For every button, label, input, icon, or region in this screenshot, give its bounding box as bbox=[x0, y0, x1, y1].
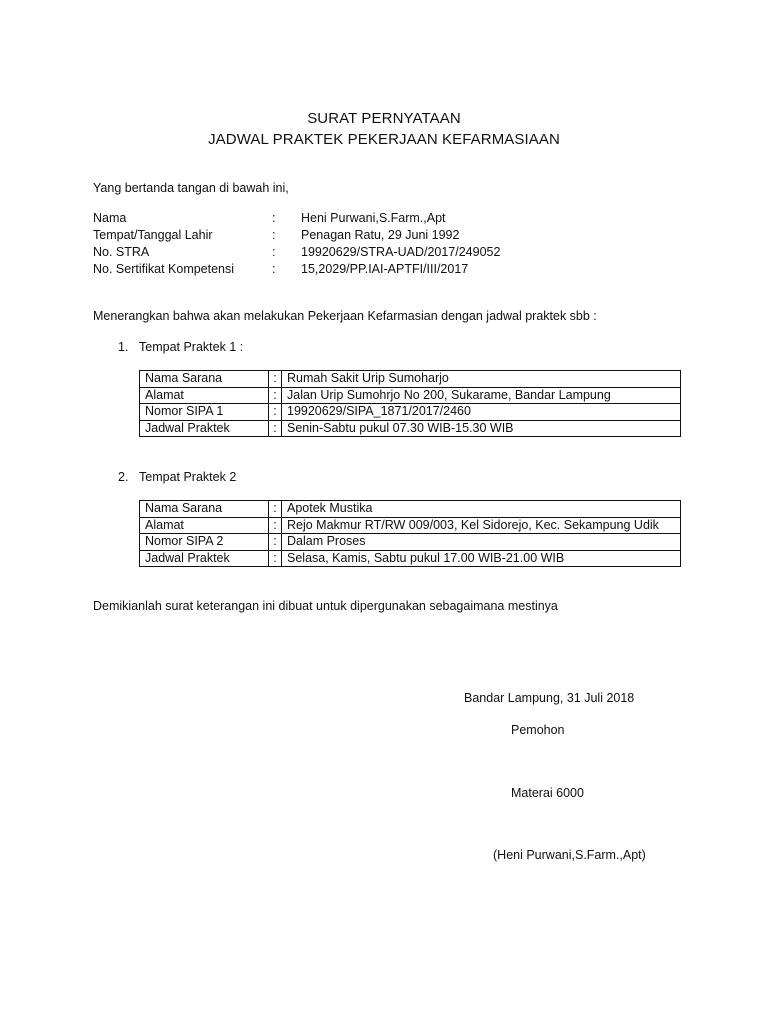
row-value: Apotek Mustika bbox=[282, 501, 681, 518]
table-row bbox=[140, 517, 681, 534]
table-row bbox=[140, 420, 681, 437]
row-separator: : bbox=[269, 517, 282, 534]
row-separator: : bbox=[269, 371, 282, 388]
row-value: Rumah Sakit Urip Sumoharjo bbox=[282, 371, 681, 388]
practice-2-table bbox=[139, 500, 681, 567]
statement-text: Menerangkan bahwa akan melakukan Pekerjaan Kefarmasian dengan jadwal praktek sbb : bbox=[93, 309, 597, 323]
row-label: Jadwal Praktek bbox=[140, 420, 269, 437]
place-date: Bandar Lampung, 31 Juli 2018 bbox=[464, 691, 635, 705]
identity-separator: : bbox=[272, 211, 276, 225]
identity-label: Nama bbox=[93, 211, 127, 225]
table-row bbox=[140, 534, 681, 551]
row-label: Nama Sarana bbox=[140, 371, 269, 388]
row-separator: : bbox=[269, 550, 282, 567]
row-value: Rejo Makmur RT/RW 009/003, Kel Sidorejo, Kec. Sekampung Udik bbox=[282, 517, 681, 534]
row-separator: : bbox=[269, 387, 282, 404]
row-label: Alamat bbox=[140, 517, 269, 534]
list-number: 2. bbox=[118, 470, 129, 484]
row-label: Nomor SIPA 2 bbox=[140, 534, 269, 551]
identity-value: Heni Purwani,S.Farm.,Apt bbox=[301, 211, 446, 225]
signature-name: (Heni Purwani,S.Farm.,Apt) bbox=[493, 848, 646, 862]
row-separator: : bbox=[269, 534, 282, 551]
practice-1-heading: Tempat Praktek 1 : bbox=[139, 340, 244, 354]
stamp-note: Materai 6000 bbox=[511, 786, 584, 800]
applicant-label: Pemohon bbox=[511, 723, 565, 737]
practice-1-table bbox=[139, 370, 681, 437]
row-label: Nama Sarana bbox=[140, 501, 269, 518]
row-label: Nomor SIPA 1 bbox=[140, 404, 269, 421]
table-row bbox=[140, 501, 681, 518]
row-separator: : bbox=[269, 404, 282, 421]
identity-value: 19920629/STRA-UAD/2017/249052 bbox=[301, 245, 501, 259]
table-row bbox=[140, 371, 681, 388]
row-separator: : bbox=[269, 420, 282, 437]
identity-label: No. STRA bbox=[93, 245, 150, 259]
row-value: Dalam Proses bbox=[282, 534, 681, 551]
row-value: 19920629/SIPA_1871/2017/2460 bbox=[282, 404, 681, 421]
identity-separator: : bbox=[272, 245, 276, 259]
row-label: Alamat bbox=[140, 387, 269, 404]
row-separator: : bbox=[269, 501, 282, 518]
identity-separator: : bbox=[272, 262, 276, 276]
identity-separator: : bbox=[272, 228, 276, 242]
table-row bbox=[140, 404, 681, 421]
practice-2-heading: Tempat Praktek 2 bbox=[139, 470, 237, 484]
row-value: Jalan Urip Sumohrjo No 200, Sukarame, Bandar Lampung bbox=[282, 387, 681, 404]
table-row bbox=[140, 550, 681, 567]
identity-value: Penagan Ratu, 29 Juni 1992 bbox=[301, 228, 460, 242]
row-label: Jadwal Praktek bbox=[140, 550, 269, 567]
table-row bbox=[140, 387, 681, 404]
row-value: Selasa, Kamis, Sabtu pukul 17.00 WIB-21.00 WIB bbox=[282, 550, 681, 567]
closing-text: Demikianlah surat keterangan ini dibuat untuk dipergunakan sebagaimana mestinya bbox=[93, 599, 558, 613]
intro-text: Yang bertanda tangan di bawah ini, bbox=[93, 181, 289, 195]
identity-label: Tempat/Tanggal Lahir bbox=[93, 228, 213, 242]
document-subtitle: JADWAL PRAKTEK PEKERJAAN KEFARMASIAAN bbox=[208, 131, 560, 148]
list-number: 1. bbox=[118, 340, 129, 354]
row-value: Senin-Sabtu pukul 07.30 WIB-15.30 WIB bbox=[282, 420, 681, 437]
identity-value: 15,2029/PP.IAI-APTFI/III/2017 bbox=[301, 262, 469, 276]
identity-label: No. Sertifikat Kompetensi bbox=[93, 262, 235, 276]
document-title: SURAT PERNYATAAN bbox=[307, 110, 461, 127]
